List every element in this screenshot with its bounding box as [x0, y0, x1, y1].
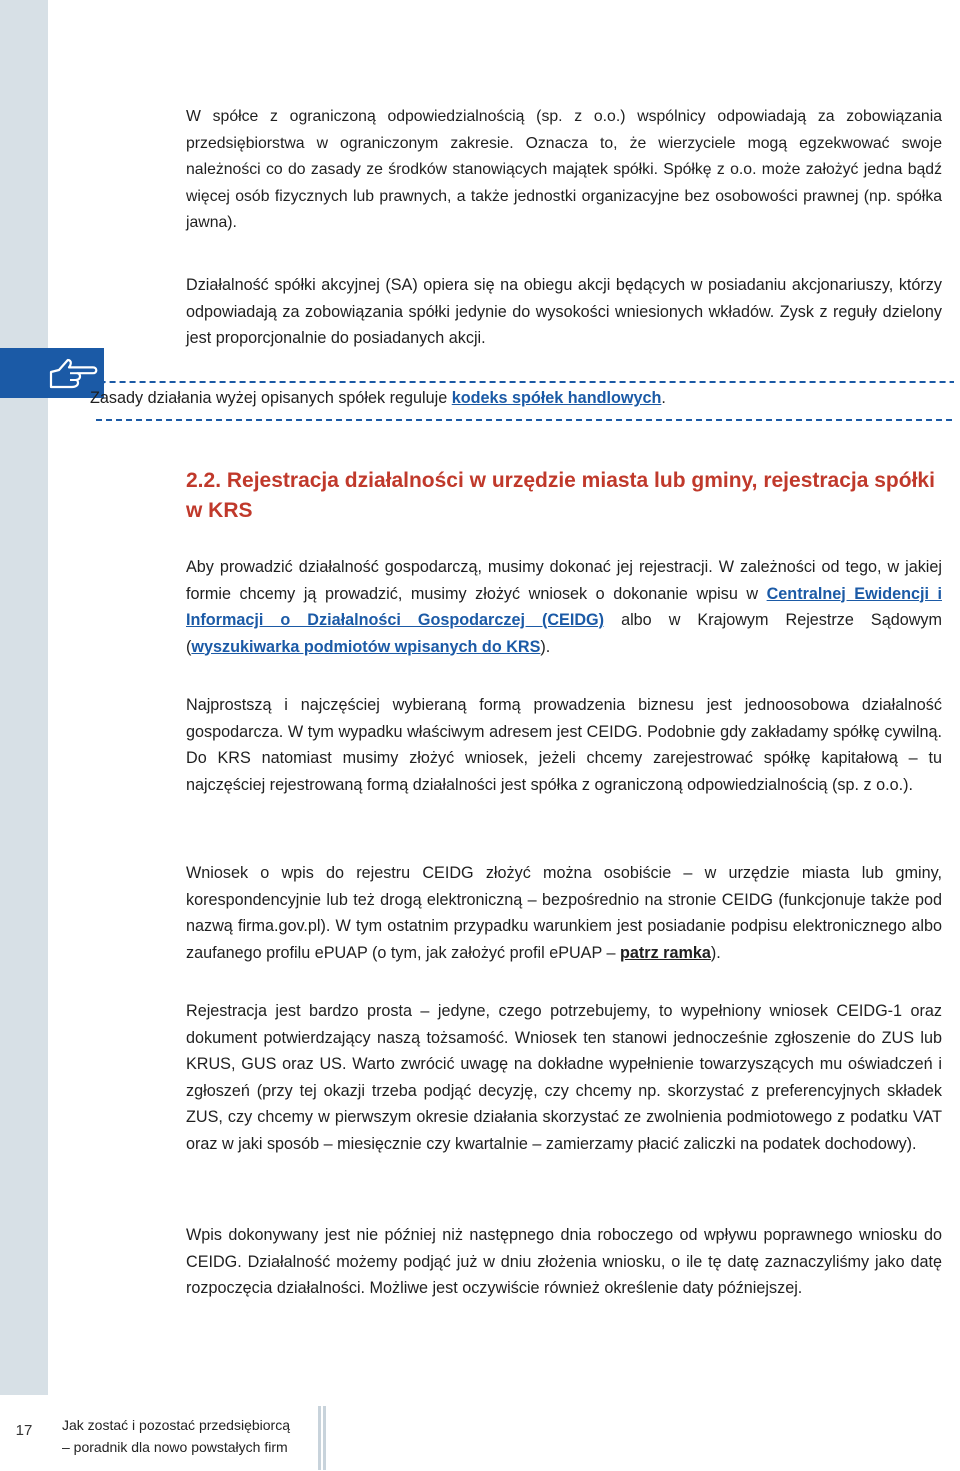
paragraph-application: Wniosek o wpis do rejestru CEIDG złożyć można osobiście – w urzędzie miasta lub gminy, korespondencyjnie lub też drogą elektroniczną – bezpośrednio na stronie CEIDG (funkcjonuje także pod nazwą firma.gov.pl). W tym ostatnim przypadku warunkiem jest posiadanie podpisu elektronicznego albo zaufanego profilu ePUAP (o tym, jak założyć profil ePUAP – patrz ramka). — [186, 864, 942, 962]
paragraph-simplest-form — [186, 692, 942, 798]
kodeks-link[interactable]: kodeks spółek handlowych — [451, 389, 662, 407]
paragraph-text: Najprostszą i najczęściej wybieraną formą prowadzenia biznesu jest jednoosobowa działalność gospodarcza. W tym wypadku właściwym adresem jest CEIDG. Podobnie gdy zakładamy spółkę cywilną. Do KRS natomiast musimy złożyć wniosek, jeżeli chcemy zarejestrować spółkę kapitałową – tu najczęściej rejestrowaną formą działalności jest spółka z ograniczoną odpowiedzialnością (sp. z o.o.). — [186, 696, 942, 794]
footer-decoration — [318, 1406, 330, 1470]
paragraph-text: W spółce z ograniczoną odpowiedzialnością (sp. z o.o.) wspólnicy odpowiadają za zobowiązania przedsiębiorstwa w ograniczonym zakresie. Oznacza to, że wierzyciele mogą egzekwować swoje należności co do zasady ze środków stanowiących majątek spółki. Spółkę z o.o. może założyć jedna bądź więcej osób fizycznych lub prawnych, a także jednostki organizacyjne bez osobowości prawnej (np. spółka jawna). — [186, 108, 942, 231]
footer-line-1: Jak zostać i pozostać przedsiębiorcą — [62, 1417, 290, 1433]
section-heading — [186, 466, 942, 526]
ceidg-link[interactable]: Centralnej Ewidencji i Informacji o Działalności Gospodarczej (CEIDG) — [186, 584, 942, 629]
section-title: Rejestracja działalności w urzędzie miasta lub gminy, rejestracja spółki w KRS — [186, 469, 935, 522]
paragraph-sp-zoo — [186, 104, 942, 237]
note-text: Zasady działania wyżej opisanych spółek reguluje kodeks spółek handlowych. — [90, 389, 666, 407]
paragraph-text: Rejestracja jest bardzo prosta – jedyne, czego potrzebujemy, to wypełniony wniosek CEIDG-1 oraz dokument potwierdzający naszą tożsamość. Wniosek ten stanowi jednocześnie zgłoszenie do ZUS lub KRUS, GUS oraz US. Warto zwrócić uwagę na dokładne wypełnienie towarzyszących mu oświadczeń i zgłoszeń (przy tej okazji trzeba podjąć decyzję, czy chcemy np. skorzystać z preferencyjnych składek ZUS, czy chcemy w pierwszym okresie działania skorzystać ze zwolnienia podmiotowego z podatku VAT oraz w jaki sposób – miesięcznie czy kwartalnie – zamierzamy płacić zaliczki na podatek dochodowy). — [186, 1002, 942, 1153]
footer-line-2: – poradnik dla nowo powstałych firm — [62, 1439, 288, 1455]
paragraph-sa — [186, 272, 942, 352]
note-marker — [0, 348, 104, 398]
paragraph-text: Działalność spółki akcyjnej (SA) opiera się na obiegu akcji będących w posiadaniu akcjonariuszy, którzy odpowiadają za zobowiązania spółki jedynie do wysokości wniesionych wkładów. Zysk z reguły dzielony jest proporcjonalnie do posiadanych akcji. — [186, 276, 942, 347]
page-number: 17 — [15, 1422, 33, 1439]
left-sidebar-strip — [0, 0, 48, 1471]
section-number: 2.2. — [186, 469, 222, 492]
paragraph-text: Wpis dokonywany jest nie później niż następnego dnia roboczego od wpływu poprawnego wniosku do CEIDG. Działalność możemy podjąć już w dniu złożenia wniosku, o ile tę datę zaznaczyliśmy jako datę rozpoczęcia działalności. Możliwe jest oczywiście również określenie daty późniejszej. — [186, 1226, 942, 1297]
patrz-ramka-link[interactable]: patrz ramka — [619, 943, 711, 962]
paragraph-entry-timing — [186, 1222, 942, 1302]
paragraph-registration: Aby prowadzić działalność gospodarczą, musimy dokonać jej rejestracji. W zależności od tego, w jakiej formie chcemy ją prowadzić, musimy złożyć wniosek o dokonanie wpisu w Centralnej Ewidencji i Informacji o Działalności Gospodarczej (CEIDG) albo w Krajowym Rejestrze Sądowym (wyszukiwarka podmiotów wpisanych do KRS). — [186, 558, 942, 656]
krs-search-link[interactable]: wyszukiwarka podmiotów wpisanych do KRS — [191, 637, 541, 656]
footer-title — [62, 1414, 290, 1458]
paragraph-simple-registration — [186, 998, 942, 1157]
